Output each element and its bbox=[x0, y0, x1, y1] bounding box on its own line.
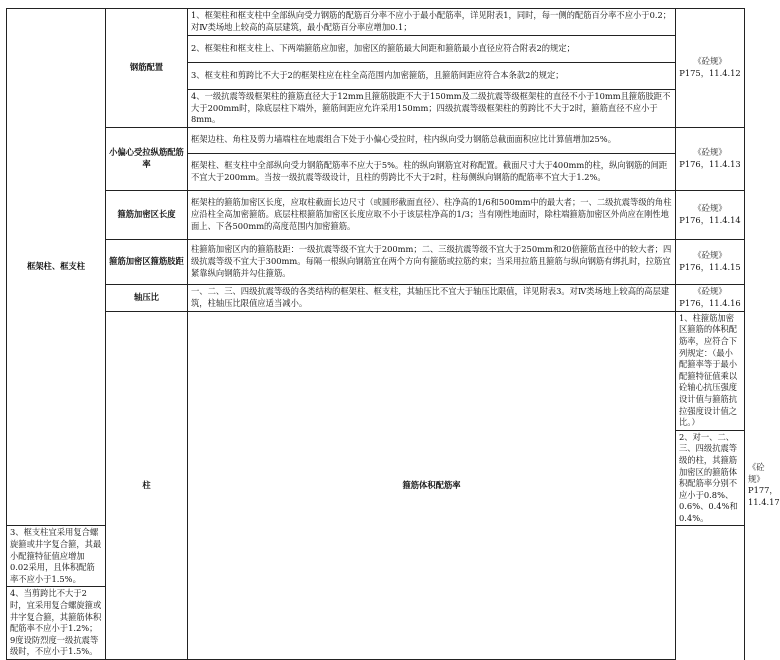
table-row: 柱 箍筋体积配筋率 1、柱箍筋加密区箍筋的体积配筋率，应符合下列规定：（最小配箍率等于最小配箍特征值乘以砼轴心抗压强度设计值与箍筋抗拉强度设计值之比。） 《砼规》P177，11.4.17 bbox=[7, 311, 745, 430]
subcategory-cell: 箍筋加密区箍筋肢距 bbox=[106, 239, 188, 284]
spec-table bbox=[6, 8, 780, 660]
rule-text: 2、对一、二、三、四级抗震等级的柱，其箍筋加密区的箍筋体积配筋率分别不应小于0.8%、0.6%、0.4%和0.4%。 bbox=[676, 430, 745, 526]
rule-text: 框架边柱、角柱及剪力墙端柱在地震组合下处于小偏心受拉时，柱内纵向受力钢筋总截面面积应比计算值增加25%。 bbox=[188, 127, 676, 153]
reference-cell: 《砼规》P176，11.4.14 bbox=[676, 190, 745, 239]
table-row bbox=[7, 284, 745, 311]
rule-text: 3、框支柱和剪跨比不大于2的框架柱应在柱全高范围内加密箍筋，且箍筋间距应符合本条款2的规定； bbox=[188, 63, 676, 90]
subcategory-cell: 箍筋加密区长度 bbox=[106, 190, 188, 239]
subcategory-cell: 钢筋配置 bbox=[106, 9, 188, 128]
table-row bbox=[7, 239, 745, 284]
subcategory-cell: 箍筋体积配筋率 bbox=[188, 311, 676, 659]
rule-text: 1、框架柱和框支柱中全部纵向受力钢筋的配筋百分率不应小于最小配筋率，详见附表1，同时，每一侧的配筋百分率不应小于0.2；对Ⅳ类场地上较高的高层建筑，最小配筋百分率应增加0.1； bbox=[188, 9, 676, 36]
rule-text: 一、二、三、四级抗震等级的各类结构的框架柱、框支柱，其轴压比不宜大于轴压比限值，详见附表3。对Ⅳ类场地上较高的高层建筑，柱轴压比限值应适当减小。 bbox=[188, 284, 676, 311]
rule-text: 3、框支柱宜采用复合螺旋箍或井字复合箍，其最小配箍特征值应增加0.02采用，且体积配筋率不应小于1.5%。 bbox=[7, 526, 106, 587]
reference-cell: 《砼规》P176，11.4.16 bbox=[676, 284, 745, 311]
reference-cell: 《砼规》P176，11.4.15 bbox=[676, 239, 745, 284]
rule-text: 2、框架柱和框支柱上、下两端箍筋应加密，加密区的箍筋最大间距和箍筋最小直径应符合附表2的规定； bbox=[188, 36, 676, 63]
rule-text: 4、当剪跨比不大于2时，宜采用复合螺旋箍或井字复合箍，其箍筋体积配筋率不应小于1.2%；9度设防烈度一级抗震等级时，不应小于1.5%。 bbox=[7, 587, 106, 660]
rule-text: 4、一级抗震等级框架柱的箍筋直径大于12mm且箍筋肢距不大于150mm及二级抗震等级框架柱的直径不小于10mm且箍筋肢距不大于200mm时，除底层柱下端外，箍筋间距应允许采用150mm；四级抗震等级框架柱的剪跨比不大于2时，箍筋直径不应小于8mm。 bbox=[188, 90, 676, 128]
table-row bbox=[7, 9, 745, 36]
reference-cell: 《砼规》P176，11.4.13 bbox=[676, 127, 745, 190]
reference-cell: 《砼规》P175，11.4.12 bbox=[676, 9, 745, 128]
subcategory-cell: 小偏心受拉纵筋配筋率 bbox=[106, 127, 188, 190]
category-cell: 柱 bbox=[106, 311, 188, 659]
rule-text: 框架柱、框支柱中全部纵向受力钢筋配筋率不应大于5%。柱的纵向钢筋宜对称配置。截面尺寸大于400mm的柱，纵向钢筋的间距不宜大于200mm。当按一级抗震等级设计，且柱的剪跨比不大于2时，柱每侧纵向钢筋的配筋率不宜大于1.2%。 bbox=[188, 153, 676, 190]
category-cell: 框架柱、框支柱 bbox=[7, 9, 106, 526]
subcategory-cell: 轴压比 bbox=[106, 284, 188, 311]
rule-text: 1、柱箍筋加密区箍筋的体积配筋率，应符合下列规定：（最小配箍率等于最小配箍特征值乘以砼轴心抗压强度设计值与箍筋抗拉强度设计值之比。） bbox=[676, 311, 745, 430]
table-row bbox=[7, 127, 745, 153]
rule-text: 柱箍筋加密区内的箍筋肢距：一级抗震等级不宜大于200mm；二、三级抗震等级不宜大于250mm和20倍箍筋直径中的较大者；四级抗震等级不宜大于300mm。每隔一根纵向钢筋宜在两个方向有箍筋或拉筋约束；当采用拉筋且箍筋与纵向钢筋有绑扎时，拉筋宜紧靠纵向钢筋并勾住箍筋。 bbox=[188, 239, 676, 284]
rule-text: 框架柱的箍筋加密区长度，应取柱截面长边尺寸（或圆形截面直径）、柱净高的1/6和500mm中的最大者；一、二级抗震等级的角柱应沿柱全高加密箍筋。底层柱根箍筋加密区长度应取不小于该层柱净高的1/3；当有刚性地面时，除柱端箍筋加密区外尚应在刚性地面上、下各500mm的高度范围内加密箍筋。 bbox=[188, 190, 676, 239]
table-row bbox=[7, 190, 745, 239]
